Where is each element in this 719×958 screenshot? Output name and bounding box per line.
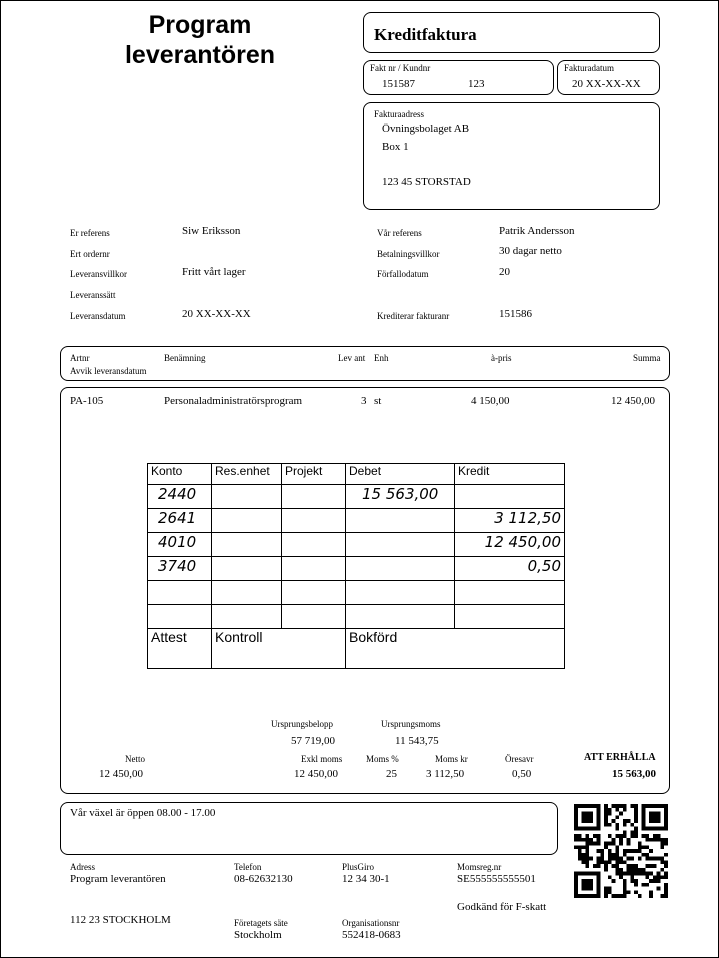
krediterar-label: Krediterar fakturanr	[377, 311, 450, 321]
leveransvillkor-label: Leveransvillkor	[70, 269, 127, 279]
approval-row	[148, 629, 565, 669]
projekt-cell	[282, 605, 346, 629]
invoice-address-label: Fakturaadress	[374, 109, 424, 119]
adress-label: Adress	[70, 862, 95, 872]
qr-code	[574, 804, 668, 898]
netto-label: Netto	[125, 754, 145, 764]
moms-kr: 3 112,50	[426, 768, 465, 780]
kredit-cell: 3 112,50	[455, 509, 565, 533]
col-benamning: Benämning	[164, 353, 206, 363]
kredit-cell	[455, 485, 565, 509]
er-referens: Siw Eriksson	[182, 225, 241, 237]
leveranssatt-label: Leveranssätt	[70, 290, 116, 300]
table-row	[148, 605, 565, 629]
company-name-line1: Program	[148, 11, 252, 39]
table-row	[148, 581, 565, 605]
item-lev-ant: 3	[361, 395, 367, 407]
debet-cell: 15 563,00	[346, 485, 455, 509]
betalningsvillkor: 30 dagar netto	[499, 245, 562, 257]
er-referens-label: Er referens	[70, 228, 110, 238]
accounting-table	[147, 463, 565, 669]
plusgiro: 12 34 30-1	[342, 873, 390, 885]
table-row	[148, 557, 565, 581]
col-enh: Enh	[374, 353, 389, 363]
invoice-address-box	[363, 102, 660, 210]
kredit-cell: 0,50	[455, 557, 565, 581]
accounting-header-row	[148, 464, 565, 485]
organisationsnr: 552418-0683	[342, 929, 401, 941]
var-referens-label: Vår referens	[377, 228, 422, 238]
table-row	[148, 509, 565, 533]
projekt-cell	[282, 509, 346, 533]
address-line-1: Övningsbolaget AB	[382, 123, 470, 135]
document-title: Kreditfaktura	[374, 25, 477, 44]
telefon-label: Telefon	[234, 862, 262, 872]
leveransdatum-label: Leveransdatum	[70, 311, 126, 321]
table-row	[148, 485, 565, 509]
col-summa: Summa	[633, 353, 661, 363]
message-box	[60, 802, 558, 855]
col-lev-ant: Lev ant	[338, 353, 366, 363]
items-header-box	[60, 346, 670, 381]
invoice-number-label: Fakt nr / Kundnr	[370, 63, 431, 73]
oresavr-label: Öresavr	[505, 754, 534, 764]
ursprungsbelopp: 57 719,00	[291, 735, 335, 747]
konto-cell	[148, 581, 212, 605]
debet-cell	[346, 533, 455, 557]
debet-cell	[346, 557, 455, 581]
konto-cell	[148, 605, 212, 629]
ert-ordernr-label: Ert ordernr	[70, 249, 110, 259]
col-apris: à-pris	[491, 353, 512, 363]
title-box	[363, 12, 660, 53]
kredit-cell	[455, 581, 565, 605]
resenhet-cell	[212, 581, 282, 605]
accounting-header-konto: Konto	[148, 464, 212, 485]
debet-cell	[346, 605, 455, 629]
forfallodatum-label: Förfallodatum	[377, 269, 429, 279]
f-skatt-text: Godkänd för F-skatt	[457, 901, 547, 913]
momsreg: SE555555555501	[457, 873, 536, 885]
konto-cell: 2641	[148, 509, 212, 533]
moms-pct: 25	[386, 768, 397, 780]
accounting-header-projekt: Projekt	[282, 464, 346, 485]
krediterar-fakturanr: 151586	[499, 308, 532, 320]
foretagets-sate-label: Företagets säte	[234, 918, 288, 928]
organisationsnr-label: Organisationsnr	[342, 918, 400, 928]
projekt-cell	[282, 533, 346, 557]
item-benamning: Personaladministratörsprogram	[164, 395, 303, 407]
accounting-header-resenhet: Res.enhet	[212, 464, 282, 485]
forfallodatum: 20	[499, 266, 510, 278]
company-name	[96, 10, 304, 70]
resenhet-cell	[212, 485, 282, 509]
invoice-date-label: Fakturadatum	[564, 63, 614, 73]
invoice-number-box	[363, 60, 554, 95]
address-line-2: Box 1	[382, 141, 409, 153]
var-referens: Patrik Andersson	[499, 225, 575, 237]
konto-cell: 2440	[148, 485, 212, 509]
col-artnr: Artnr	[70, 353, 90, 363]
resenhet-cell	[212, 557, 282, 581]
kredit-cell: 12 450,00	[455, 533, 565, 557]
momsreg-label: Momsreg.nr	[457, 862, 502, 872]
plusgiro-label: PlusGiro	[342, 862, 375, 872]
konto-cell: 3740	[148, 557, 212, 581]
accounting-header-kredit: Kredit	[455, 464, 565, 485]
customer-number: 123	[468, 78, 485, 90]
ursprungsmoms-label: Ursprungsmoms	[381, 719, 441, 729]
netto: 12 450,00	[99, 768, 143, 780]
address-line-3: 123 45 STORSTAD	[382, 176, 471, 188]
betalningsvillkor-label: Betalningsvillkor	[377, 249, 440, 259]
item-artnr: PA-105	[70, 395, 104, 407]
ursprungsmoms: 11 543,75	[395, 735, 439, 747]
exkl-moms: 12 450,00	[294, 768, 338, 780]
message-text: Vår växel är öppen 08.00 - 17.00	[70, 807, 216, 819]
moms-pct-label: Moms %	[366, 754, 399, 764]
adress-line-2: 112 23 STOCKHOLM	[70, 914, 171, 926]
attest-cell: Attest	[148, 629, 212, 669]
ursprungsbelopp-label: Ursprungsbelopp	[271, 719, 333, 729]
oresavr: 0,50	[512, 768, 532, 780]
leveransvillkor: Fritt vårt lager	[182, 266, 246, 278]
resenhet-cell	[212, 605, 282, 629]
invoice-date-box	[557, 60, 660, 95]
item-enh: st	[374, 395, 382, 407]
att-erhalla: 15 563,00	[612, 768, 656, 780]
moms-kr-label: Moms kr	[435, 754, 468, 764]
kontroll-cell: Kontroll	[212, 629, 346, 669]
accounting-header-debet: Debet	[346, 464, 455, 485]
foretagets-sate: Stockholm	[234, 929, 282, 941]
bokford-cell: Bokförd	[346, 629, 565, 669]
adress-line-1: Program leverantören	[70, 873, 166, 885]
debet-cell	[346, 509, 455, 533]
exkl-moms-label: Exkl moms	[301, 754, 343, 764]
att-erhalla-label: ATT ERHÅLLA	[584, 752, 656, 763]
invoice-date: 20 XX-XX-XX	[572, 78, 641, 90]
item-summa: 12 450,00	[611, 395, 655, 407]
leveransdatum: 20 XX-XX-XX	[182, 308, 251, 320]
konto-cell: 4010	[148, 533, 212, 557]
invoice-number: 151587	[382, 78, 415, 90]
table-row	[148, 533, 565, 557]
kredit-cell	[455, 605, 565, 629]
debet-cell	[346, 581, 455, 605]
projekt-cell	[282, 581, 346, 605]
resenhet-cell	[212, 533, 282, 557]
projekt-cell	[282, 557, 346, 581]
item-apris: 4 150,00	[471, 395, 510, 407]
col-avvik-leveransdatum: Avvik leveransdatum	[70, 366, 147, 376]
telefon: 08-62632130	[234, 873, 293, 885]
resenhet-cell	[212, 509, 282, 533]
projekt-cell	[282, 485, 346, 509]
company-name-line2: leverantören	[124, 41, 276, 69]
